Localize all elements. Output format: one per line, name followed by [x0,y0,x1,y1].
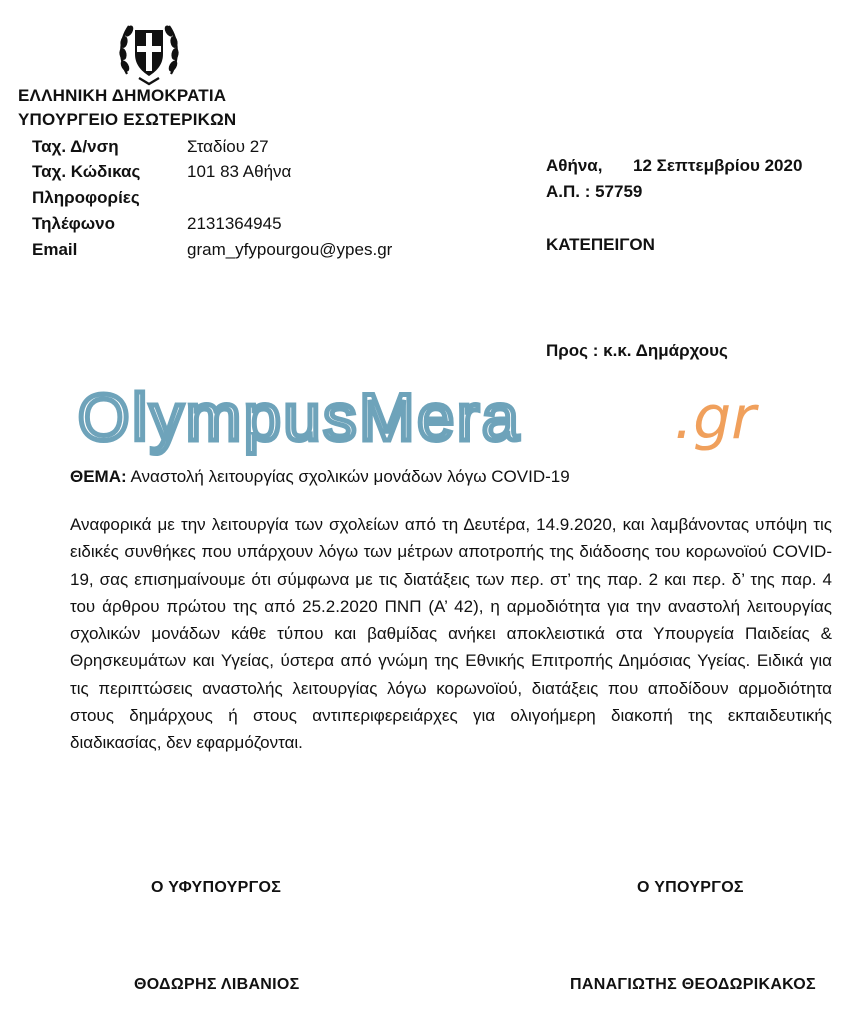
protocol-number: Α.Π. : 57759 [546,182,643,201]
place: Αθήνα, [546,156,603,175]
greek-coat-of-arms-icon [117,16,181,88]
phone-value: 2131364945 [187,214,282,233]
email-label: Email [32,240,78,259]
watermark-suffix: .gr [674,383,756,453]
watermark-main: OlympusMera [78,382,522,454]
ministry-heading: ΥΠΟΥΡΓΕΙΟ ΕΣΩΤΕΡΙΚΩΝ [18,110,237,129]
address-value: Σταδίου 27 [187,137,269,156]
deputy-minister-title: Ο ΥΦΥΠΟΥΡΓΟΣ [151,879,282,896]
state-heading: ΕΛΛΗΝΙΚΗ ΔΗΜΟΚΡΑΤΙΑ [18,86,227,105]
email-value: gram_yfypourgou@ypes.gr [187,240,393,259]
minister-title: Ο ΥΠΟΥΡΓΟΣ [637,879,744,896]
postal-code-value: 101 83 Αθήνα [187,162,292,181]
postal-code-label: Ταχ. Κώδικας [32,162,141,181]
info-label: Πληροφορίες [32,188,140,207]
subject-text: Αναστολή λειτουργίας σχολικών μονάδων λόγω COVID-19 [130,467,570,486]
recipient: Προς : κ.κ. Δημάρχους [546,341,728,360]
phone-label: Τηλέφωνο [32,214,115,233]
subject-line [70,467,570,487]
urgency-label: ΚΑΤΕΠΕΙΓΟΝ [546,235,655,254]
letter-body: Αναφορικά με την λειτουργία των σχολείων από τη Δευτέρα, 14.9.2020, και λαμβάνοντας υπόψη τις ειδικές συνθήκες που υπάρχουν λόγω των μέτρων αποτροπής της διάδοσης του κορωνοϊού COVID-19, σας επισημαίνουμε ότι σύμφωνα με τις διατάξεις των περ. στ’ της παρ. 2 και περ. δ’ της παρ. 4 του άρθρου πρώτου της από 25.2.2020 ΠΝΠ (Α’ 42), η αρμοδιότητα για την αναστολή λειτουργίας σχολικών μονάδων κάθε τύπου και βαθμίδας ανήκει αποκλειστικά στα Υπουργεία Παιδείας & Θρησκευμάτων και Υγείας, ύστερα από γνώμη της Εθνικής Επιτροπής Δημόσιας Υγείας. Ειδικά για τις περιπτώσεις αναστολής λειτουργίας λόγω κορωνοϊού, διατάξεις που αποδίδουν αρμοδιότητα στους δημάρχους ή στους αντιπεριφερειάρχες για ολιγοήμερη διακοπή της εκπαιδευτικής διαδικασίας, δεν εφαρμόζονται. [70,515,832,753]
subject-label: ΘΕΜΑ: [70,467,127,486]
address-label: Ταχ. Δ/νση [32,137,119,156]
document-date: 12 Σεπτεμβρίου 2020 [633,156,803,175]
olympusmera-watermark [74,382,784,462]
deputy-minister-name: ΘΟΔΩΡΗΣ ΛΙΒΑΝΙΟΣ [134,976,300,993]
minister-name: ΠΑΝΑΓΙΩΤΗΣ ΘΕΟΔΩΡΙΚΑΚΟΣ [570,976,816,993]
